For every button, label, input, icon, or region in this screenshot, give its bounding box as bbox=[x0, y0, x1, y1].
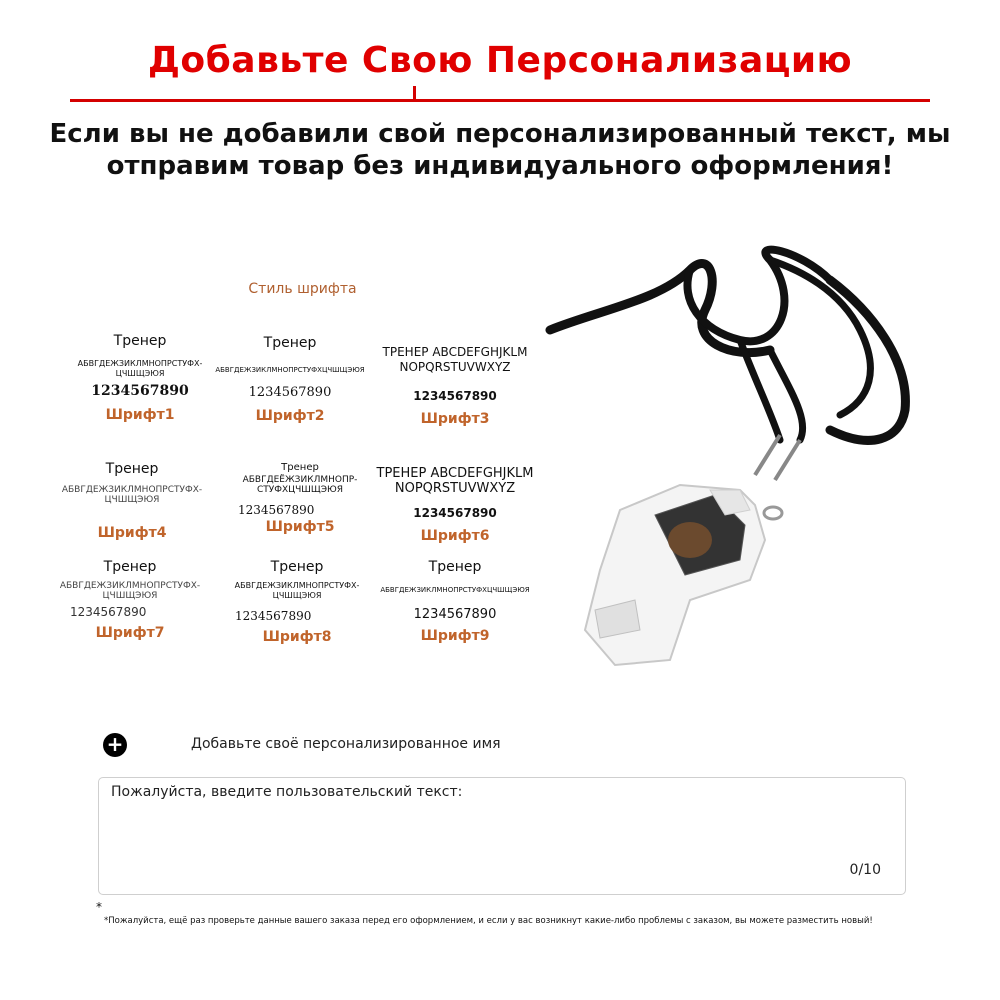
font-sample-word: Тренер bbox=[113, 333, 167, 349]
whistle-product-image bbox=[540, 240, 940, 680]
title-underline bbox=[70, 99, 930, 102]
custom-text-input[interactable] bbox=[98, 777, 906, 895]
font-sample-alphabet: ТРЕНЕР ABCDEFGHJKLM bbox=[376, 466, 534, 481]
font-sample-word: Тренер bbox=[270, 559, 324, 575]
font-sample-alphabet-2: ЦЧШЩЭЮЯ bbox=[115, 369, 165, 378]
font-sample-alphabet-2: ЦЧШЩЭЮЯ bbox=[102, 591, 158, 601]
subtitle bbox=[0, 118, 1000, 182]
font-sample-digits: 1234567890 bbox=[235, 609, 312, 623]
font-sample-alphabet: АБВГДЕЖЗИКЛМНОПРСТУФХЦЧШЩЭЮЯ bbox=[215, 366, 365, 374]
font-option-4[interactable] bbox=[42, 461, 222, 541]
font-option-3[interactable] bbox=[365, 345, 545, 427]
font-name: Шрифт3 bbox=[420, 411, 490, 427]
font-sample-word: Тренер bbox=[428, 559, 482, 575]
font-name: Шрифт1 bbox=[105, 407, 175, 423]
font-sample-alphabet-2: ЦЧШЩЭЮЯ bbox=[272, 591, 322, 600]
font-sample-alphabet: АБВГДЕЁЖЗИКЛМНОПР- bbox=[242, 475, 358, 485]
font-option-2[interactable] bbox=[190, 335, 390, 424]
font-sample-alphabet-2: NOPQRSTUVWXYZ bbox=[394, 481, 516, 496]
title-underline-notch bbox=[413, 86, 416, 100]
font-sample-alphabet: АБВГДЕЖЗИКЛМНОПРСТУФХ- bbox=[234, 581, 360, 590]
character-counter: 0/10 bbox=[849, 862, 881, 878]
order-disclaimer: *Пожалуйста, ещё раз проверьте данные вашего заказа перед его оформлением, и если у вас возникнут какие-либо проблемы с заказом, вы можете разместить новый! bbox=[104, 916, 873, 926]
font-option-5[interactable] bbox=[210, 463, 390, 535]
subtitle-line-1: Если вы не добавили свой персонализированный текст, мы bbox=[49, 119, 951, 149]
plus-circle-icon[interactable]: + bbox=[103, 733, 127, 757]
font-sample-word: Тренер bbox=[105, 461, 159, 477]
font-name: Шрифт8 bbox=[262, 629, 332, 645]
font-name: Шрифт4 bbox=[97, 525, 167, 541]
font-sample-alphabet-2: СТУФХЦЧШЩЭЮЯ bbox=[256, 485, 344, 495]
font-sample-word: Тренер bbox=[103, 559, 157, 575]
font-option-7[interactable] bbox=[40, 559, 220, 641]
font-sample-alphabet: АБВГДЕЖЗИКЛМНОПРСТУФХ- bbox=[61, 485, 203, 495]
custom-text-placeholder: Пожалуйста, введите пользовательский текст: bbox=[111, 784, 463, 800]
font-name: Шрифт7 bbox=[95, 625, 165, 641]
font-name: Шрифт6 bbox=[420, 528, 490, 544]
font-style-label: Стиль шрифта bbox=[248, 281, 357, 297]
font-sample-digits: 1234567890 bbox=[248, 385, 332, 400]
page-title: Добавьте Свою Персонализацию bbox=[147, 40, 853, 81]
font-option-9[interactable] bbox=[360, 559, 550, 644]
font-sample-digits: 1234567890 bbox=[413, 389, 497, 403]
font-option-6[interactable] bbox=[365, 466, 545, 544]
font-sample-digits: 1234567890 bbox=[238, 503, 315, 517]
font-name: Шрифт5 bbox=[265, 519, 335, 535]
font-sample-alphabet-2: ЦЧШЩЭЮЯ bbox=[104, 495, 160, 505]
required-asterisk: * bbox=[96, 900, 102, 914]
subtitle-line-2: отправим товар без индивидуального оформления! bbox=[106, 151, 894, 181]
font-sample-alphabet: АБВГДЕЖЗИКЛМНОПРСТУФХ- bbox=[59, 581, 201, 591]
add-personalization-label: Добавьте своё персонализированное имя bbox=[191, 736, 501, 752]
font-sample-digits: 1234567890 bbox=[413, 607, 497, 622]
font-sample-digits: 1234567890 bbox=[413, 506, 497, 520]
font-name: Шрифт9 bbox=[420, 628, 490, 644]
font-sample-digits: 1234567890 bbox=[91, 383, 189, 399]
font-sample-word: Тренер bbox=[263, 335, 317, 351]
font-name: Шрифт2 bbox=[255, 408, 325, 424]
font-sample-alphabet: АБВГДЕЖЗИКЛМНОПРСТУФХЦЧШЩЭЮЯ bbox=[380, 586, 530, 594]
font-sample-alphabet: АБВГДЕЖЗИКЛМНОПРСТУФХ- bbox=[77, 359, 203, 368]
font-sample-digits: 1234567890 bbox=[70, 605, 147, 619]
add-personalization-row[interactable] bbox=[103, 733, 583, 757]
font-sample-alphabet-2: NOPQRSTUVWXYZ bbox=[399, 360, 511, 374]
font-sample-word: Тренер bbox=[281, 462, 319, 473]
font-sample-alphabet: ТРЕНЕР ABCDEFGHJKLM bbox=[382, 345, 528, 359]
